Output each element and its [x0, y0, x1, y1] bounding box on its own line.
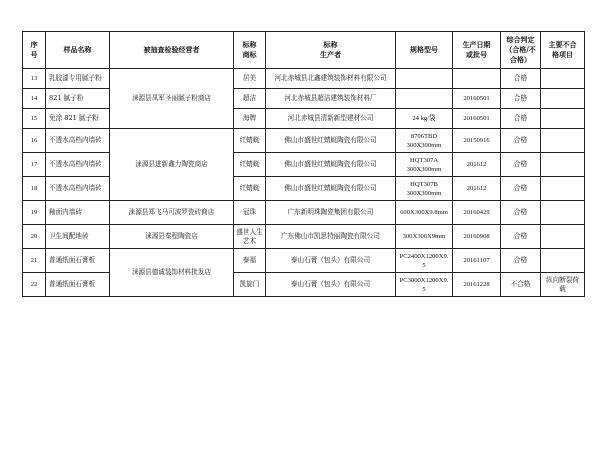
table-row: [23, 129, 585, 153]
header-maker: 标称 生产者: [266, 32, 396, 69]
cell-date: 201612: [453, 153, 501, 177]
cell-spec: [396, 69, 453, 89]
cell-date: 20161107: [453, 249, 501, 273]
cell-no: 17: [23, 153, 46, 177]
cell-no: 14: [23, 89, 46, 109]
cell-brand: 凯旋门: [234, 273, 266, 297]
cell-main-issue: [541, 225, 585, 249]
cell-no: 13: [23, 69, 46, 89]
cell-verdict: 合格: [501, 129, 541, 153]
table-header-row: [23, 32, 585, 69]
cell-verdict: 合格: [501, 201, 541, 225]
cell-maker: 河北赤城县超洁建筑装饰材料厂: [266, 89, 396, 109]
cell-sample-name: 免涂 821 腻子粉: [46, 109, 110, 129]
table-row: [23, 225, 585, 249]
cell-date: 20150916: [453, 129, 501, 153]
cell-date: 20160429: [453, 201, 501, 225]
cell-main-issue: [541, 153, 585, 177]
cell-brand: 红蜻蜓: [234, 129, 266, 153]
cell-date: 201612: [453, 177, 501, 201]
cell-spec: 8706TBD 300X300mm: [396, 129, 453, 153]
cell-brand: 泰福: [234, 249, 266, 273]
cell-date: 20161228: [453, 273, 501, 297]
cell-spec: 600X300X9.8mm: [396, 201, 453, 225]
cell-brand: 超洁: [234, 89, 266, 109]
inspection-results-table: [22, 31, 585, 297]
cell-no: 16: [23, 129, 46, 153]
cell-no: 20: [23, 225, 46, 249]
cell-brand: 居美: [234, 69, 266, 89]
cell-date: 20160501: [453, 109, 501, 129]
cell-spec: 300X300X9mm: [396, 225, 453, 249]
cell-main-issue: [541, 109, 585, 129]
cell-sample-name: 卫生间配地砖: [46, 225, 110, 249]
cell-main-issue: [541, 129, 585, 153]
cell-brand: 盛世人生 艺术: [234, 225, 266, 249]
cell-spec: 24 kg/袋: [396, 109, 453, 129]
table-body: [23, 69, 585, 297]
cell-maker: 佛山市盛世红蜻蜓陶瓷有限公司: [266, 177, 396, 201]
cell-seller: 涞源县德诚装饰材料批发店: [110, 249, 234, 297]
cell-brand: 冠珠: [234, 201, 266, 225]
cell-verdict: 合格: [501, 153, 541, 177]
header-sample-name: 样品名称: [46, 32, 110, 69]
cell-brand: 红蜻蜓: [234, 177, 266, 201]
header-brand: 标称 商标: [234, 32, 266, 69]
cell-maker: 广东佛山市凯思特丽陶瓷有限公司: [266, 225, 396, 249]
cell-maker: 佛山市盛世红蜻蜓陶瓷有限公司: [266, 129, 396, 153]
cell-spec: HQT307A 300X300mm: [396, 153, 453, 177]
header-main-issue: 主要不合 格项目: [541, 32, 585, 69]
cell-spec: PC2400X1200X9.5: [396, 249, 453, 273]
cell-seller: 涞源县秦程陶瓷店: [110, 225, 234, 249]
table-row: [23, 89, 585, 109]
table-row: [23, 109, 585, 129]
cell-sample-name: 不透水高档内墙砖: [46, 177, 110, 201]
cell-sample-name: 不透水高档内墙砖: [46, 129, 110, 153]
cell-verdict: 合格: [501, 89, 541, 109]
cell-main-issue: [541, 249, 585, 273]
cell-main-issue: [541, 89, 585, 109]
cell-main-issue: [541, 69, 585, 89]
cell-spec: PC3000X1200X9.5: [396, 273, 453, 297]
cell-verdict: 合格: [501, 109, 541, 129]
cell-brand: 海牌: [234, 109, 266, 129]
cell-main-issue: 纵向断裂荷 载: [541, 273, 585, 297]
cell-verdict: 合格: [501, 69, 541, 89]
cell-no: 21: [23, 249, 46, 273]
cell-sample-name: 不透水高档内墙砖: [46, 153, 110, 177]
cell-seller: 涞源县凤军圣丽腻子粉商店: [110, 69, 234, 129]
cell-brand: 红蜻蜓: [234, 153, 266, 177]
cell-verdict: 合格: [501, 225, 541, 249]
cell-date: 20160908: [453, 225, 501, 249]
cell-sample-name: 乳胶漆专用腻子粉: [46, 69, 110, 89]
header-seller: 被抽查检验经营者: [110, 32, 234, 69]
cell-verdict: 合格: [501, 249, 541, 273]
cell-main-issue: [541, 177, 585, 201]
table-row: [23, 201, 585, 225]
cell-seller: 涞源县进新鑫力陶瓷商店: [110, 129, 234, 201]
cell-no: 15: [23, 109, 46, 129]
cell-date: 20160501: [453, 89, 501, 109]
header-no: 序 号: [23, 32, 46, 69]
cell-spec: HQT307B 300X300mm: [396, 177, 453, 201]
cell-verdict: 不合格: [501, 273, 541, 297]
cell-maker: 河北赤城县清新新型建材公司: [266, 109, 396, 129]
table-row: [23, 153, 585, 177]
cell-maker: 泰山石膏（包头）有限公司: [266, 249, 396, 273]
header-spec: 规格型号: [396, 32, 453, 69]
cell-sample-name: 普通纸面石膏板: [46, 273, 110, 297]
cell-maker: 佛山市盛世红蜻蜓陶瓷有限公司: [266, 153, 396, 177]
table-row: [23, 273, 585, 297]
table-row: [23, 69, 585, 89]
cell-no: 19: [23, 201, 46, 225]
cell-no: 18: [23, 177, 46, 201]
cell-verdict: 合格: [501, 177, 541, 201]
cell-date: [453, 69, 501, 89]
cell-maker: 广东新明珠陶瓷集团有限公司: [266, 201, 396, 225]
cell-maker: 河北赤城县北鑫建筑装饰材料有限公司: [266, 69, 396, 89]
cell-no: 22: [23, 273, 46, 297]
cell-sample-name: 普通纸面石膏板: [46, 249, 110, 273]
cell-sample-name: 釉面内墙砖: [46, 201, 110, 225]
header-verdict: 综合判定 （合格/不 合格）: [501, 32, 541, 69]
table-row: [23, 249, 585, 273]
header-date: 生产日期 或批号: [453, 32, 501, 69]
cell-main-issue: [541, 201, 585, 225]
cell-spec: [396, 89, 453, 109]
cell-maker: 泰山石膏（包头）有限公司: [266, 273, 396, 297]
table-row: [23, 177, 585, 201]
cell-seller: 涞源县郑飞马可波罗瓷砖商店: [110, 201, 234, 225]
cell-sample-name: 821 腻子粉: [46, 89, 110, 109]
